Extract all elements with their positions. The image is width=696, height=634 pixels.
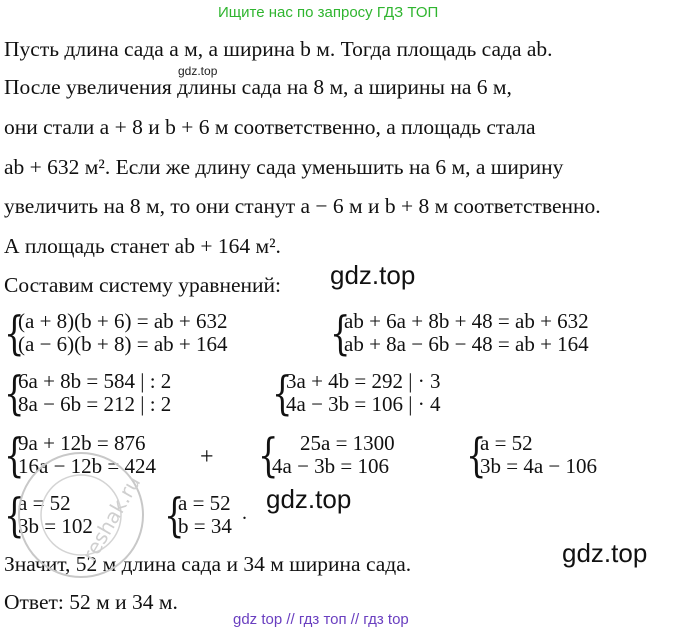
plus-sign: + <box>200 444 214 470</box>
stamp-text: reshak.ru <box>77 471 146 566</box>
brace-icon: { <box>4 366 25 420</box>
header-link[interactable]: Ищите нас по запросу ГДЗ ТОП <box>218 4 439 21</box>
equation: a = 52 <box>178 491 231 515</box>
equation: b = 34 <box>178 514 232 538</box>
watermark-big-1: gdz.top <box>330 260 416 290</box>
watermark-big-2: gdz.top <box>266 484 352 514</box>
equation: 25a = 1300 <box>300 431 395 455</box>
brace-icon: { <box>164 488 185 542</box>
equation: 3a + 4b = 292 | · 3 <box>286 369 441 393</box>
brace-icon: { <box>258 428 279 482</box>
brace-icon: { <box>4 488 25 542</box>
text-line-4: ab + 632 м². Если же длину сада уменьшить на 6 м, а ширину <box>4 155 564 179</box>
footer-link[interactable]: gdz top // гдз топ // гдз top <box>233 611 409 628</box>
equation: (a + 8)(b + 6) = ab + 632 <box>18 309 228 333</box>
text-line-5: увеличить на 8 м, то они станут a − 6 м и b + 8 м соответственно. <box>4 194 601 218</box>
equation: 3b = 4a − 106 <box>480 454 598 478</box>
equation: 6a + 8b = 584 | : 2 <box>18 369 172 393</box>
equation: ab + 8a − 6b − 48 = ab + 164 <box>344 332 589 356</box>
brace-icon: { <box>466 428 487 482</box>
equation: 4a − 3b = 106 <box>272 454 390 478</box>
equation: 16a − 12b = 424 <box>18 454 157 478</box>
equation: 9a + 12b = 876 <box>18 431 146 455</box>
equation: 4a − 3b = 106 | · 4 <box>286 392 441 416</box>
trailing-dot: . <box>242 502 247 524</box>
watermark-small: gdz.top <box>178 64 218 78</box>
brace-icon: { <box>272 366 293 420</box>
equation: 8a − 6b = 212 | : 2 <box>18 392 172 416</box>
text-line-7: Составим систему уравнений: <box>4 273 282 297</box>
text-line-2: После увеличения длины сада на 8 м, а ширины на 6 м, <box>4 75 512 99</box>
text-line-1: Пусть длина сада a м, а ширина b м. Тогда площадь сада ab. <box>4 37 553 61</box>
text-line-3: они стали a + 8 и b + 6 м соответственно, а площадь стала <box>4 115 536 139</box>
text-line-6: А площадь станет ab + 164 м². <box>4 234 281 258</box>
brace-icon: { <box>4 428 25 482</box>
answer-line: Ответ: 52 м и 34 м. <box>4 590 178 614</box>
equation: a = 52 <box>18 491 71 515</box>
conclusion-line: Значит, 52 м длина сада и 34 м ширина сада. <box>4 552 412 576</box>
equation: a = 52 <box>480 431 533 455</box>
equation: (a − 6)(b + 8) = ab + 164 <box>18 332 228 356</box>
brace-icon: { <box>4 306 25 360</box>
equation: ab + 6a + 8b + 48 = ab + 632 <box>344 309 589 333</box>
brace-icon: { <box>330 306 351 360</box>
watermark-big-3: gdz.top <box>562 538 648 568</box>
equation: 3b = 102 <box>18 514 93 538</box>
